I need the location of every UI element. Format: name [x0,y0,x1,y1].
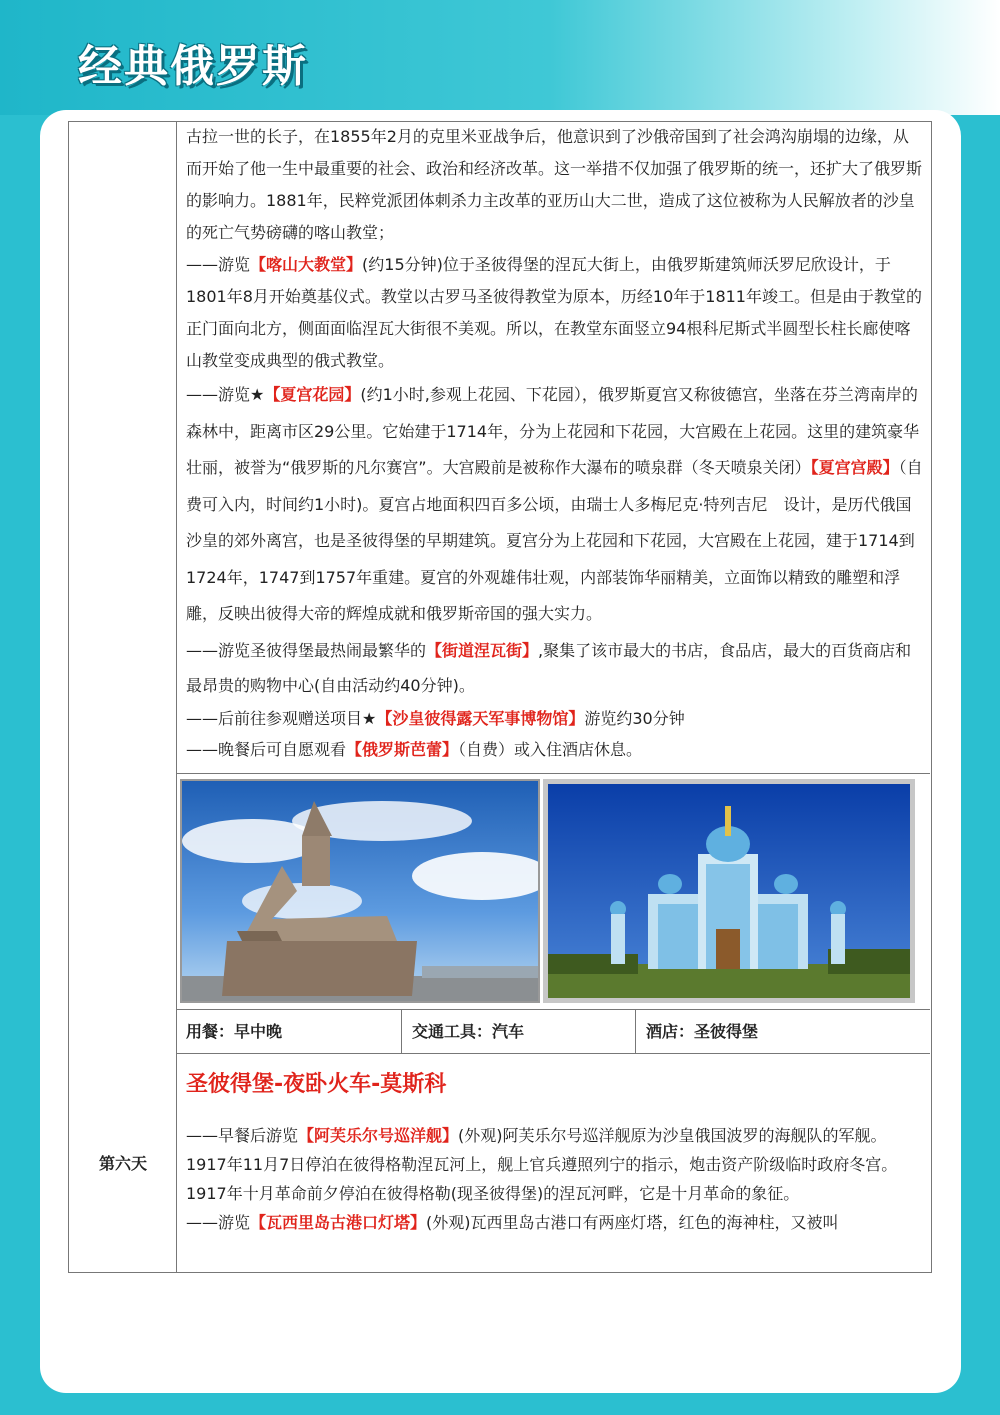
paragraph-text: (外观)瓦西里岛古港口有两座灯塔，红色的海神柱，又被叫 [426,1213,839,1232]
highlight-military-museum: 【沙皇彼得露天军事博物馆】 [376,708,585,728]
day-column-previous [69,122,177,1055]
paragraph-nevsky [186,633,924,703]
meal-cell: 用餐：早中晚 [176,1010,402,1053]
paragraph-text: ——游览 [186,255,251,274]
highlight-lighthouse: 【瓦西里岛古港口灯塔】 [250,1213,427,1232]
day-six-heading: 圣彼得堡-夜卧火车-莫斯科 [186,1072,447,1097]
photo-row [176,773,930,1009]
highlight-summer-palace: 【夏宫宫殿】 [810,458,899,477]
highlight-summer-garden: 【夏宫花园】 [264,385,361,404]
paragraph-text: (约1小时,参观上花园、下花园），俄罗斯夏宫又称彼德宫，坐落在芬兰湾南岸的森林中，距离市区29公里。它始建于1714年，分为上花园和下花园，大宫殿在上花园。这里的建筑豪华壮丽，被誉为“俄罗斯的凡尔赛宫”。大宫殿前是被称作大瀑布的喷泉群（冬天喷泉关闭） [186,385,920,477]
paragraph-text: ——后前往参观赠送项目★ [186,708,377,728]
highlight-aurora: 【阿芙乐尔号巡洋舰】 [298,1126,459,1145]
paragraph-text: 古拉一世的长子，在1855年2月的克里米亚战争后，他意识到了沙俄帝国到了社会鸿沟崩塌的边缘，从而开始了他一生中最重要的社会、政治和经济改革。这一举措不仅加强了俄罗斯的统一，还扩大了俄罗斯的影响力。1881年，民粹党派团体刺杀力主改革的亚历山大二世，造成了这位被称为人民解放者的沙皇的死亡气势磅礴的喀山教堂； [186,127,923,242]
paragraph-text: ——游览★ [186,385,265,404]
smolny-cathedral-photo [543,779,915,1003]
paragraph-aurora [186,1121,924,1208]
paragraph-ballet [186,734,924,765]
page-title: 经典俄罗斯 [78,41,308,92]
paragraph-lighthouse [186,1208,924,1237]
paragraph-text: ——早餐后游览 [186,1126,299,1145]
day-label: 第六天 [98,1154,147,1173]
day-six-description [176,1121,930,1237]
paragraph-text: (约15分钟)位于圣彼得堡的涅瓦大街上，由俄罗斯建筑师沃罗尼欣设计，于1801年8月开始奠基仪式。教堂以古罗马圣彼得教堂为原本，历经10年于1811年竣工。但是由于教堂的正门面向北方，侧面面临涅瓦大街很不美观。所以，在教堂东面竖立94根科尼斯式半圆型长柱长廊使喀山教堂变成典型的俄式教堂。 [186,255,922,370]
paragraph-kazan-cathedral [186,249,924,377]
day-column-six [69,1055,177,1272]
day-description [176,121,930,765]
hotel-cell: 酒店：圣彼得堡 [646,1022,759,1041]
sphinx-photo-art [182,781,538,1001]
paragraph-text: (外观)阿芙乐尔号巡洋舰原为沙皇俄国波罗的海舰队的军舰。1917年11月7日停泊在彼得格勒涅瓦河上，舰上官兵遵照列宁的指示，炮击资产阶级临时政府冬宫。1917年十月革命前夕停泊在彼得格勒(现圣彼得堡)的涅瓦河畔，它是十月革命的象征。 [186,1126,898,1203]
transport-cell: 交通工具：汽车 [402,1010,636,1053]
paragraph-text: （自费可入内，时间约1小时)。夏宫占地面积四百多公顷，由瑞士人多梅尼克·特列吉尼 设计，是历代俄国沙皇的郊外离宫，也是圣彼得堡的早期建筑。夏宫分为上花园和下花园，大宫殿在上花园，建于1714到1724年，1747到1757年重建。夏宫的外观雄伟壮观，内部装饰华丽精美，立面饰以精致的雕塑和浮雕，反映出彼得大帝的辉煌成就和俄罗斯帝国的强大实力。 [186,458,923,623]
paragraph-text: ——游览 [186,1213,251,1232]
paragraph-text: ——游览圣彼得堡最热闹最繁华的 [186,640,427,660]
paragraph-text: ——晚餐后可自愿观看 [186,739,347,759]
paragraph-text: ,聚集了该市最大的书店，食品店，最大的百货商店和最昂贵的购物中心(自由活动约40分钟)。 [186,640,912,695]
cathedral-photo-art [548,784,910,998]
paragraph-text: 游览约30分钟 [584,708,685,728]
sphinx-statue-photo [180,779,540,1003]
paragraph-alexander [186,121,924,249]
paragraph-military-museum [186,703,924,734]
highlight-kazan-cathedral: 【喀山大教堂】 [250,255,363,274]
paragraph-text: （自费）或入住酒店休息。 [458,739,643,759]
highlight-nevsky-street: 【街道涅瓦街】 [426,640,539,660]
paragraph-summer-palace [186,377,924,633]
highlight-ballet: 【俄罗斯芭蕾】 [346,739,459,759]
meal-info-row [176,1009,930,1054]
